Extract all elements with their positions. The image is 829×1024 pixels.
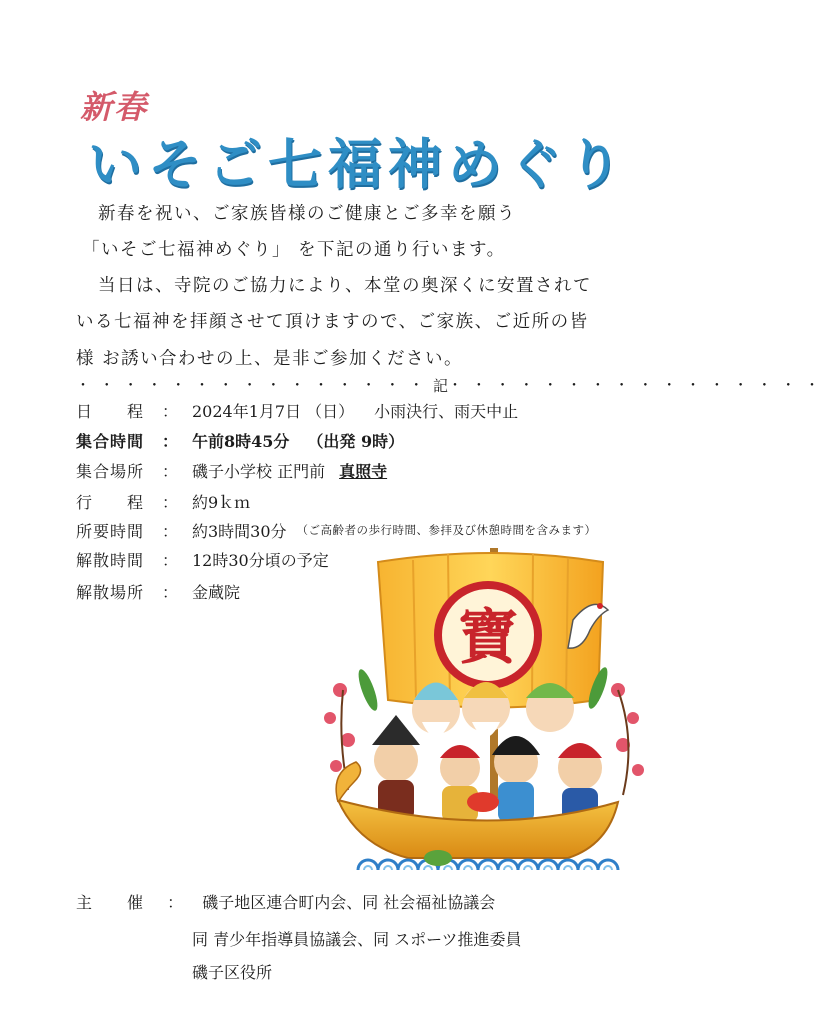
dots-right: ・・・・・・・・・・・・・・・・: [448, 378, 829, 394]
treasure-ship-seven-gods-icon: [318, 540, 658, 880]
organizer-row: [76, 890, 495, 913]
intro-line-3: 当日は、寺院のご協力により、本堂の奥深くに安置されて: [98, 276, 592, 296]
end-time-label: 解散時間: [76, 550, 145, 570]
gather-time-label: 集合時間: [76, 431, 145, 451]
shinshun-heading: 新春: [80, 88, 149, 126]
organizer-line-1: 磯子地区連合町内会、同 社会福祉協議会: [202, 893, 496, 912]
colon: ：: [162, 521, 179, 541]
colon: ：: [162, 431, 179, 451]
end-place-label: 解散場所: [76, 582, 145, 602]
intro-line-5: 様 お誘い合わせの上、是非ご参加ください。: [76, 349, 464, 369]
end-time-value: 12時30分頃の予定: [192, 550, 329, 570]
gather-place-value: 磯子小学校 正門前: [192, 461, 326, 481]
date-label: 日 程: [76, 401, 145, 421]
date-note: 小雨決行、雨天中止: [374, 401, 519, 421]
gather-time-note: （出発 9時）: [307, 431, 405, 451]
duration-note: （ご高齢者の歩行時間、参拝及び休憩時間を含みます）: [296, 523, 597, 537]
intro-line-2: 「いそご七福神めぐり」 を下記の通り行います。: [82, 240, 506, 260]
organizer-label: 主 催: [76, 893, 145, 912]
distance-label: 行 程: [76, 492, 145, 512]
detail-row-gather-time: [76, 425, 404, 455]
detail-row-end-time: [76, 544, 329, 574]
colon: ：: [162, 492, 179, 512]
distance-value: 約9ｋｍ: [192, 492, 251, 512]
ki-label: 記: [433, 377, 449, 395]
colon: ：: [162, 582, 179, 602]
page-title: いそご七福神めぐり: [88, 133, 628, 196]
intro-line-4: いる七福神を拝顔させて頂けますので、ご家族、ご近所の皆: [76, 312, 589, 332]
gather-place-label: 集合場所: [76, 461, 145, 481]
gather-place-temple: 真照寺: [339, 461, 388, 481]
detail-row-date: [76, 395, 518, 425]
date-value: 2024年1月7日 （日）: [192, 401, 355, 421]
detail-row-end-place: [76, 576, 240, 606]
colon: ：: [162, 401, 179, 421]
duration-label: 所要時間: [76, 521, 145, 541]
colon: ：: [162, 550, 179, 570]
colon: ：: [167, 893, 184, 912]
colon: ：: [162, 461, 179, 481]
separator-dotted: [76, 375, 829, 396]
duration-value: 約3時間30分: [192, 521, 287, 541]
gather-time-value: 午前8時45分: [192, 431, 290, 451]
dots-left: ・・・・・・・・・・・・・・・: [76, 378, 433, 394]
detail-row-distance: [76, 486, 250, 516]
organizer-line-3: 磯子区役所: [192, 963, 273, 982]
end-place-value: 金蔵院: [192, 582, 241, 602]
sail-character: 寶: [458, 603, 518, 673]
organizer-line-2: 同 青少年指導員協議会、同 スポーツ推進委員: [192, 930, 522, 949]
detail-row-gather-place: [76, 455, 387, 485]
intro-line-1: 新春を祝い、ご家族皆様のご健康とご多幸を願う: [98, 204, 516, 224]
